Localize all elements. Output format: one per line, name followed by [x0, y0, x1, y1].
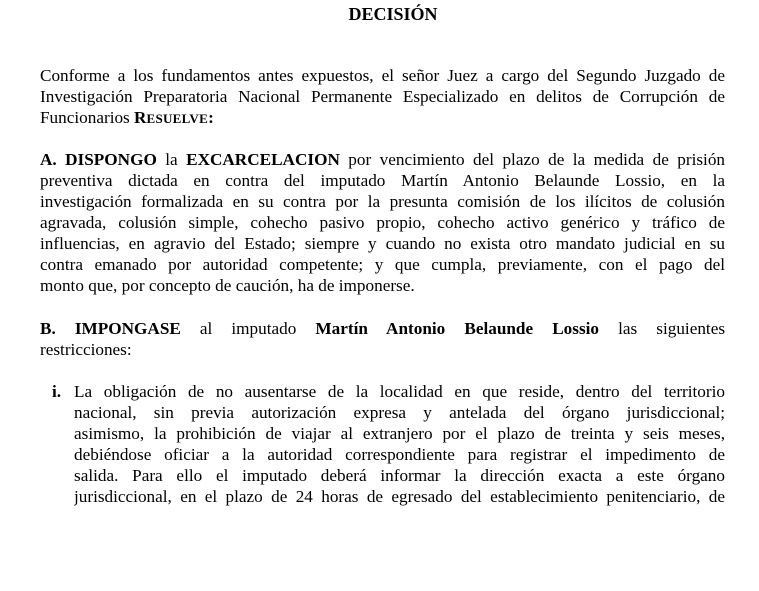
imputado-name: Martín Antonio Belaunde Lossio — [315, 319, 600, 338]
dispongo-paragraph — [40, 149, 725, 296]
resuelve-initial: R — [134, 108, 147, 127]
item-line-1: La obligación de no ausentarse de la localidad en que reside, dentro del territorio — [74, 382, 725, 401]
item-line-5: salida. Para ello el imputado deberá informar la dirección exacta a este órgano — [74, 466, 725, 485]
item-marker: i. — [52, 382, 62, 401]
dispongo-line-2: preventiva dictada en contra del imputado Martín Antonio Belaunde Lossio, en la — [40, 171, 725, 190]
resuelve-rest: ESUELVE — [146, 111, 209, 126]
dispongo-label: A. DISPONGO — [40, 150, 157, 169]
item-line-2: nacional, sin previa autorización expresa y antelada del órgano jurisdiccional; — [74, 403, 725, 422]
item-line-4: debiéndose oficiar a la autoridad correspondiente para registrar el impedimento de — [74, 445, 725, 464]
resuelve-colon: : — [208, 108, 214, 127]
dispongo-line-1 — [40, 149, 725, 170]
dispongo-line-7: monto que, por concepto de caución, ha de imponerse. — [40, 276, 415, 295]
item-text — [74, 381, 725, 507]
impongase-paragraph — [40, 318, 725, 360]
intro-paragraph — [40, 65, 725, 129]
dispongo-line-1-rest: por vencimiento del plazo de la medida de prisión — [339, 150, 725, 169]
excarcelacion-keyword: EXCARCELACION — [186, 150, 340, 169]
intro-line-3-text: Funcionarios — [40, 108, 135, 127]
section-heading: DECISIÓN — [348, 4, 438, 24]
impongase-label: B. IMPONGASE — [40, 319, 181, 338]
dispongo-line-5: influencias, en agravio del Estado; siempre y cuando no exista otro mandato judicial en su — [40, 234, 725, 253]
intro-line-1: Conforme a los fundamentos antes expuestos, el señor Juez a cargo del Segundo Juzgado de — [40, 66, 725, 85]
impongase-line-1 — [40, 318, 725, 339]
dispongo-mid: la — [156, 150, 187, 169]
impongase-mid: al imputado — [180, 319, 316, 338]
impongase-line-2: restricciones: — [40, 340, 132, 359]
item-line-6: jurisdiccional, en el plazo de 24 horas de egresado del establecimiento penitenciario, de — [74, 487, 725, 506]
intro-line-2: Investigación Preparatoria Nacional Permanente Especializado en delitos de Corrupción de — [40, 87, 725, 106]
dispongo-line-3: investigación formalizada en su contra por la presunta comisión de los ilícitos de colusión — [40, 192, 725, 211]
intro-line-3 — [40, 107, 725, 129]
item-line-3: asimismo, la prohibición de viajar al extranjero por el plazo de treinta y seis meses, — [74, 424, 725, 443]
impongase-end: las siguientes — [599, 319, 725, 338]
dispongo-line-6: contra emanado por autoridad competente; y que cumpla, previamente, con el pago del — [40, 255, 725, 274]
dispongo-line-4: agravada, colusión simple, cohecho pasivo propio, cohecho activo genérico y tráfico de — [40, 213, 725, 232]
